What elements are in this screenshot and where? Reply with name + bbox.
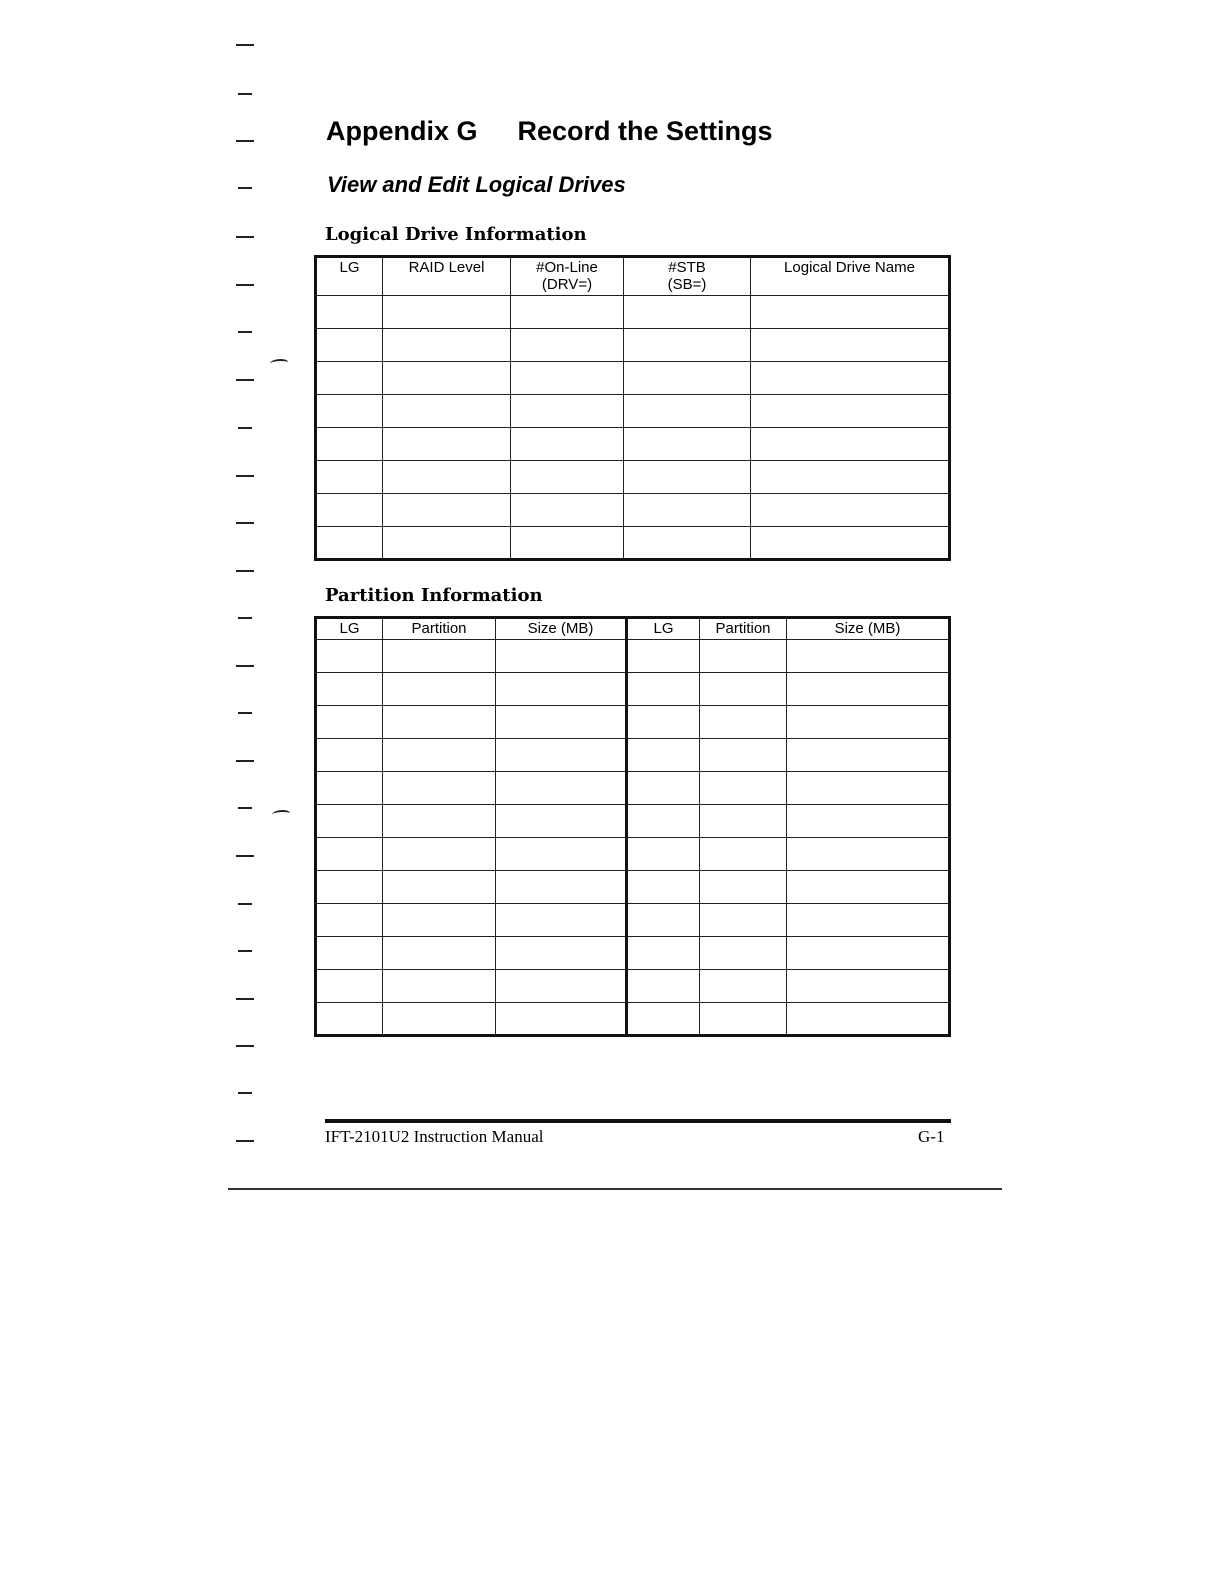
table-row [316, 739, 950, 772]
table-row [316, 970, 950, 1003]
blank-entry-cell[interactable] [316, 805, 383, 838]
blank-entry-cell[interactable] [496, 640, 627, 673]
margin-tick [238, 903, 252, 905]
margin-tick [236, 140, 254, 142]
blank-entry-cell[interactable] [511, 362, 624, 395]
footer-page-number: G-1 [918, 1127, 945, 1146]
blank-entry-cell[interactable] [700, 673, 787, 706]
blank-entry-cell[interactable] [316, 362, 383, 395]
page-title [326, 116, 773, 147]
blank-entry-cell[interactable] [316, 428, 383, 461]
blank-entry-cell[interactable] [700, 739, 787, 772]
blank-entry-cell[interactable] [624, 428, 751, 461]
blank-entry-cell[interactable] [700, 805, 787, 838]
blank-entry-cell[interactable] [316, 395, 383, 428]
blank-entry-cell[interactable] [316, 527, 383, 560]
blank-entry-cell[interactable] [700, 772, 787, 805]
blank-entry-cell[interactable] [383, 362, 511, 395]
blank-entry-cell[interactable] [627, 772, 700, 805]
blank-entry-cell[interactable] [383, 329, 511, 362]
margin-curl [270, 359, 288, 367]
blank-entry-cell[interactable] [383, 395, 511, 428]
table-row [316, 805, 950, 838]
blank-entry-cell[interactable] [787, 673, 950, 706]
blank-entry-cell[interactable] [383, 428, 511, 461]
blank-entry-cell[interactable] [511, 329, 624, 362]
table-row [316, 772, 950, 805]
table-header-row [316, 257, 950, 296]
blank-entry-cell[interactable] [624, 296, 751, 329]
blank-entry-cell[interactable] [624, 527, 751, 560]
header-size-mb: Size (MB) [496, 618, 627, 640]
margin-tick [238, 617, 252, 619]
blank-entry-cell[interactable] [383, 904, 496, 937]
blank-entry-cell[interactable] [496, 904, 627, 937]
blank-entry-cell[interactable] [751, 527, 950, 560]
footer-manual-title: IFT-2101U2 Instruction Manual [325, 1127, 544, 1146]
table-row [316, 527, 950, 560]
blank-entry-cell[interactable] [787, 706, 950, 739]
blank-entry-cell[interactable] [751, 494, 950, 527]
blank-entry-cell[interactable] [316, 937, 383, 970]
partition-caption: Partition Information [325, 585, 543, 606]
blank-entry-cell[interactable] [511, 527, 624, 560]
margin-tick [236, 379, 254, 381]
logical-drive-caption: Logical Drive Information [325, 224, 587, 245]
header-raid-level: RAID Level [383, 257, 511, 296]
margin-tick [238, 807, 252, 809]
blank-entry-cell[interactable] [496, 706, 627, 739]
margin-tick [236, 998, 254, 1000]
header-size-mb-2: Size (MB) [787, 618, 950, 640]
blank-entry-cell[interactable] [700, 640, 787, 673]
blank-entry-cell[interactable] [316, 970, 383, 1003]
blank-entry-cell[interactable] [627, 739, 700, 772]
margin-tick [238, 950, 252, 952]
margin-curl [272, 810, 290, 818]
blank-entry-cell[interactable] [383, 838, 496, 871]
blank-entry-cell[interactable] [627, 706, 700, 739]
blank-entry-cell[interactable] [627, 871, 700, 904]
blank-entry-cell[interactable] [787, 805, 950, 838]
blank-entry-cell[interactable] [624, 329, 751, 362]
table-row [316, 494, 950, 527]
appendix-title: Record the Settings [517, 116, 773, 146]
blank-entry-cell[interactable] [511, 296, 624, 329]
table-row [316, 673, 950, 706]
blank-entry-cell[interactable] [496, 871, 627, 904]
blank-entry-cell[interactable] [316, 772, 383, 805]
blank-entry-cell[interactable] [316, 904, 383, 937]
margin-tick [238, 1092, 252, 1094]
blank-entry-cell[interactable] [496, 970, 627, 1003]
blank-entry-cell[interactable] [627, 805, 700, 838]
blank-entry-cell[interactable] [383, 772, 496, 805]
blank-entry-cell[interactable] [787, 1003, 950, 1036]
blank-entry-cell[interactable] [496, 772, 627, 805]
blank-entry-cell[interactable] [316, 871, 383, 904]
blank-entry-cell[interactable] [383, 739, 496, 772]
blank-entry-cell[interactable] [316, 838, 383, 871]
margin-tick [238, 712, 252, 714]
blank-entry-cell[interactable] [700, 970, 787, 1003]
partition-table [314, 616, 951, 1037]
blank-entry-cell[interactable] [383, 805, 496, 838]
margin-tick [236, 522, 254, 524]
header-logical-drive-name: Logical Drive Name [751, 257, 950, 296]
table-row [316, 1003, 950, 1036]
blank-entry-cell[interactable] [496, 937, 627, 970]
blank-entry-cell[interactable] [624, 494, 751, 527]
header-stb: #STB (SB=) [624, 257, 751, 296]
table-row [316, 706, 950, 739]
blank-entry-cell[interactable] [627, 640, 700, 673]
table-header-row [316, 618, 950, 640]
margin-tick [238, 331, 252, 333]
blank-entry-cell[interactable] [496, 673, 627, 706]
blank-entry-cell[interactable] [496, 838, 627, 871]
blank-entry-cell[interactable] [700, 904, 787, 937]
blank-entry-cell[interactable] [787, 970, 950, 1003]
blank-entry-cell[interactable] [751, 296, 950, 329]
blank-entry-cell[interactable] [383, 673, 496, 706]
blank-entry-cell[interactable] [787, 904, 950, 937]
blank-entry-cell[interactable] [316, 461, 383, 494]
logical-drive-table [314, 255, 951, 561]
blank-entry-cell[interactable] [383, 1003, 496, 1036]
header-partition: Partition [383, 618, 496, 640]
blank-entry-cell[interactable] [751, 329, 950, 362]
margin-tick [236, 44, 254, 46]
section-title: View and Edit Logical Drives [327, 172, 626, 197]
blank-entry-cell[interactable] [511, 461, 624, 494]
blank-entry-cell[interactable] [751, 428, 950, 461]
blank-entry-cell[interactable] [496, 805, 627, 838]
margin-tick [236, 475, 254, 477]
header-partition-2: Partition [700, 618, 787, 640]
table-row [316, 838, 950, 871]
table-row [316, 461, 950, 494]
blank-entry-cell[interactable] [316, 706, 383, 739]
margin-tick [238, 93, 252, 95]
appendix-label: Appendix G [326, 116, 478, 146]
table-row [316, 329, 950, 362]
blank-entry-cell[interactable] [787, 937, 950, 970]
blank-entry-cell[interactable] [383, 296, 511, 329]
margin-tick [236, 284, 254, 286]
blank-entry-cell[interactable] [383, 871, 496, 904]
blank-entry-cell[interactable] [496, 739, 627, 772]
blank-entry-cell[interactable] [511, 428, 624, 461]
blank-entry-cell[interactable] [627, 937, 700, 970]
blank-entry-cell[interactable] [787, 772, 950, 805]
blank-entry-cell[interactable] [383, 527, 511, 560]
table-row [316, 428, 950, 461]
blank-entry-cell[interactable] [316, 329, 383, 362]
page-bottom-rule [228, 1188, 1002, 1190]
margin-tick [236, 570, 254, 572]
blank-entry-cell[interactable] [627, 673, 700, 706]
blank-entry-cell[interactable] [316, 640, 383, 673]
blank-entry-cell[interactable] [316, 1003, 383, 1036]
margin-tick [236, 236, 254, 238]
blank-entry-cell[interactable] [787, 640, 950, 673]
blank-entry-cell[interactable] [383, 494, 511, 527]
blank-entry-cell[interactable] [511, 395, 624, 428]
blank-entry-cell[interactable] [511, 494, 624, 527]
blank-entry-cell[interactable] [383, 461, 511, 494]
table-row [316, 362, 950, 395]
blank-entry-cell[interactable] [751, 395, 950, 428]
blank-entry-cell[interactable] [316, 494, 383, 527]
blank-entry-cell[interactable] [700, 838, 787, 871]
blank-entry-cell[interactable] [700, 706, 787, 739]
table-row [316, 296, 950, 329]
table-row [316, 937, 950, 970]
margin-tick [236, 1140, 254, 1142]
margin-tick [238, 427, 252, 429]
blank-entry-cell[interactable] [787, 838, 950, 871]
table-row [316, 871, 950, 904]
blank-entry-cell[interactable] [787, 739, 950, 772]
blank-entry-cell[interactable] [624, 395, 751, 428]
table-row [316, 640, 950, 673]
blank-entry-cell[interactable] [627, 904, 700, 937]
margin-tick [236, 1045, 254, 1047]
blank-entry-cell[interactable] [624, 362, 751, 395]
blank-entry-cell[interactable] [627, 970, 700, 1003]
header-lg: LG [316, 257, 383, 296]
footer-rule [325, 1119, 951, 1123]
blank-entry-cell[interactable] [787, 871, 950, 904]
blank-entry-cell[interactable] [700, 937, 787, 970]
table-row [316, 904, 950, 937]
margin-tick [236, 665, 254, 667]
margin-tick [236, 855, 254, 857]
margin-tick [238, 187, 252, 189]
blank-entry-cell[interactable] [624, 461, 751, 494]
blank-entry-cell[interactable] [700, 871, 787, 904]
blank-entry-cell[interactable] [383, 706, 496, 739]
blank-entry-cell[interactable] [383, 970, 496, 1003]
blank-entry-cell[interactable] [383, 937, 496, 970]
margin-tick [236, 760, 254, 762]
blank-entry-cell[interactable] [751, 362, 950, 395]
blank-entry-cell[interactable] [700, 1003, 787, 1036]
table-row [316, 395, 950, 428]
header-online: #On-Line (DRV=) [511, 257, 624, 296]
blank-entry-cell[interactable] [496, 1003, 627, 1036]
blank-entry-cell[interactable] [383, 640, 496, 673]
header-lg-2: LG [627, 618, 700, 640]
blank-entry-cell[interactable] [627, 1003, 700, 1036]
blank-entry-cell[interactable] [316, 739, 383, 772]
blank-entry-cell[interactable] [316, 673, 383, 706]
header-lg: LG [316, 618, 383, 640]
blank-entry-cell[interactable] [751, 461, 950, 494]
blank-entry-cell[interactable] [316, 296, 383, 329]
blank-entry-cell[interactable] [627, 838, 700, 871]
